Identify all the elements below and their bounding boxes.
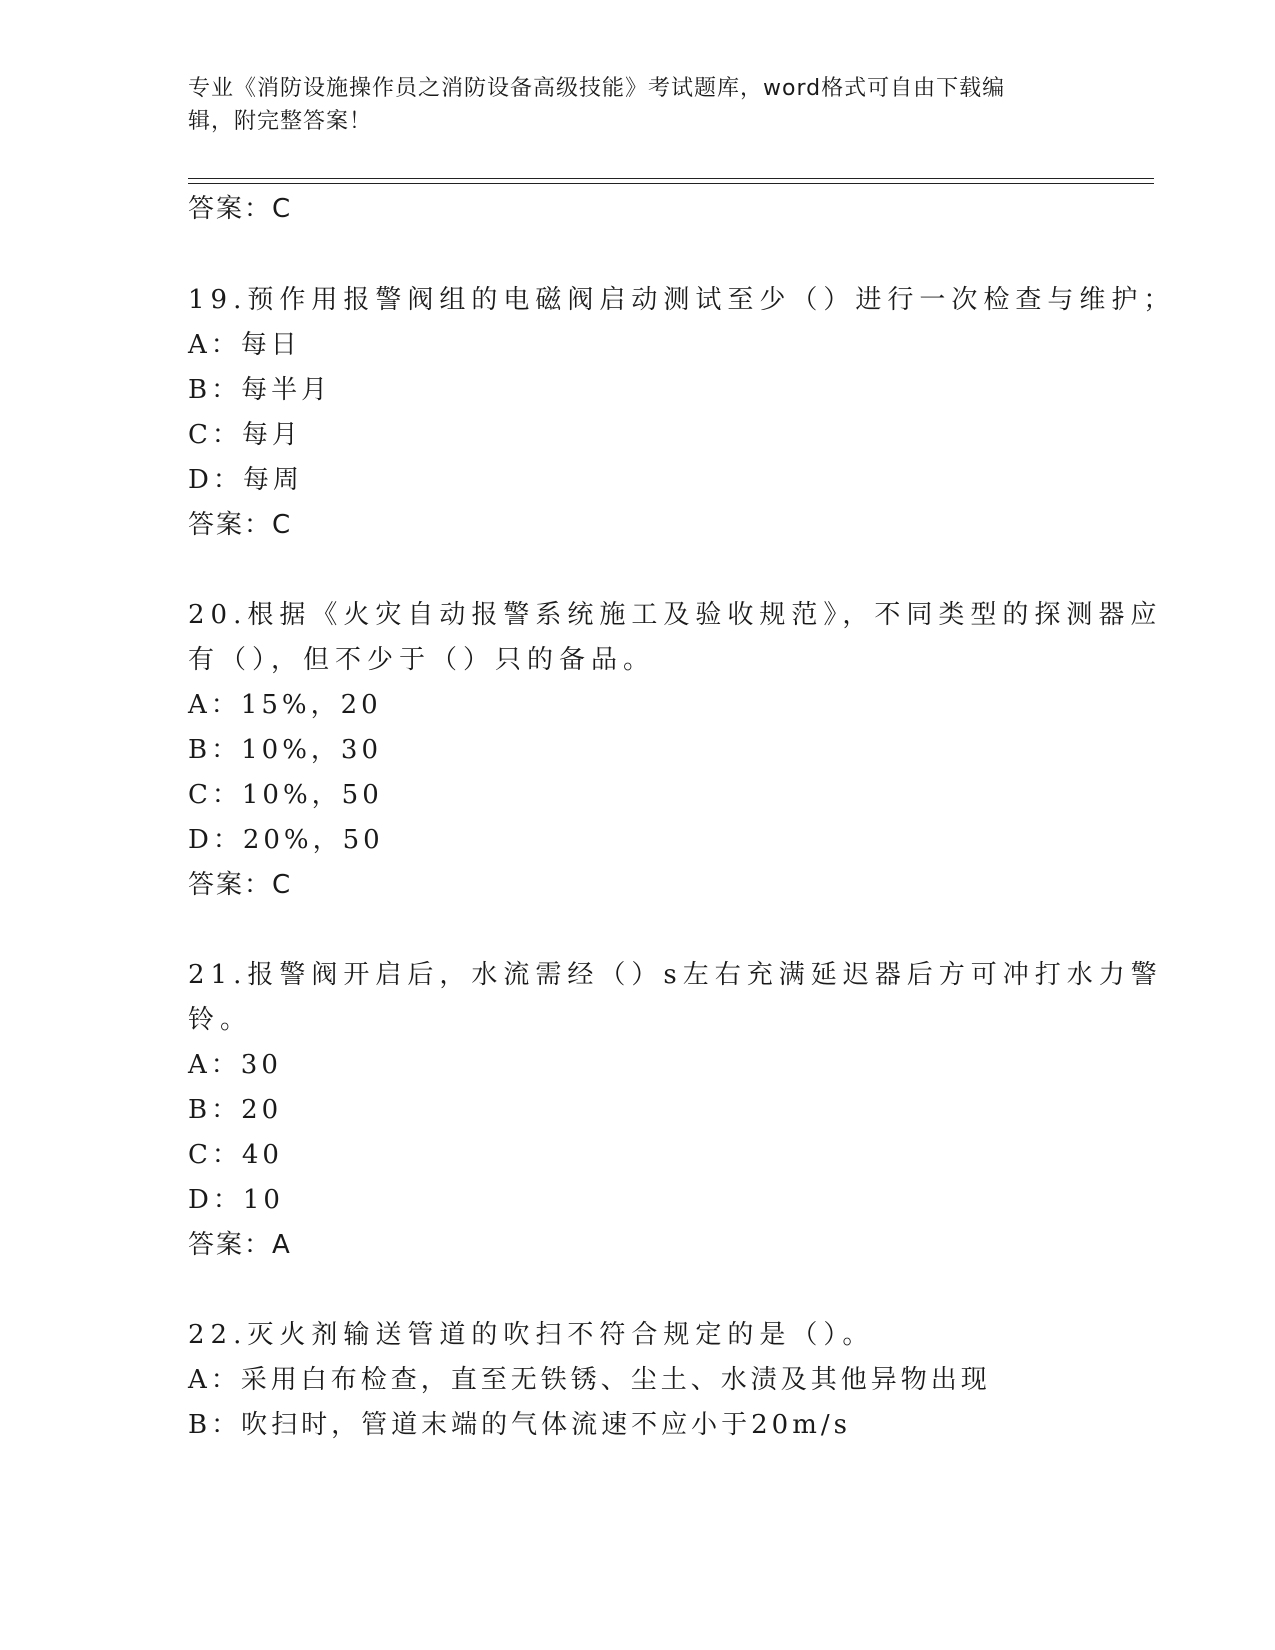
question-22-option-a: A：采用白布检查，直至无铁锈、尘土、水渍及其他异物出现: [188, 1365, 991, 1395]
question-20-option-a: A：15%，20: [188, 690, 382, 720]
question-19-option-b: B：每半月: [188, 375, 332, 405]
header-line-1: 专业《消防设施操作员之消防设备高级技能》考试题库，word格式可自由下载编: [188, 76, 1006, 101]
question-19-stem: 19.预作用报警阀组的电磁阀启动测试至少（）进行一次检查与维护；: [188, 285, 1176, 315]
answer-prev: 答案：C: [188, 194, 293, 224]
document-header: [188, 72, 1088, 138]
question-21-option-c: C：40: [188, 1140, 283, 1170]
question-19-answer: 答案：C: [188, 510, 293, 540]
question-21-option-d: D：10: [188, 1185, 284, 1215]
question-20-stem-line-2: 有（），但不少于（）只的备品。: [188, 645, 656, 675]
question-21-answer: 答案：A: [188, 1230, 292, 1260]
question-22-option-b: B：吹扫时，管道末端的气体流速不应小于20m/s: [188, 1410, 851, 1440]
question-21-option-a: A：30: [188, 1050, 282, 1080]
header-divider-top: [188, 178, 1154, 179]
question-20-option-c: C：10%，50: [188, 780, 383, 810]
question-20-option-d: D：20%，50: [188, 825, 384, 855]
question-19-option-d: D：每周: [188, 465, 303, 495]
question-20-option-b: B：10%，30: [188, 735, 382, 765]
question-19-option-a: A：每日: [188, 330, 301, 360]
question-21-stem-line-1: 21.报警阀开启后，水流需经（）s左右充满延迟器后方可冲打水力警: [188, 960, 1163, 990]
question-22-stem: 22.灭火剂输送管道的吹扫不符合规定的是（）。: [188, 1320, 875, 1350]
question-20-stem-line-1: 20.根据《火灾自动报警系统施工及验收规范》，不同类型的探测器应: [188, 600, 1163, 630]
question-21-stem-line-2: 铃。: [188, 1005, 253, 1035]
header-line-2: 辑，附完整答案！: [188, 109, 373, 134]
question-21-option-b: B：20: [188, 1095, 283, 1125]
question-19-option-c: C：每月: [188, 420, 302, 450]
header-divider-bottom: [188, 183, 1154, 184]
question-20-answer: 答案：C: [188, 870, 293, 900]
